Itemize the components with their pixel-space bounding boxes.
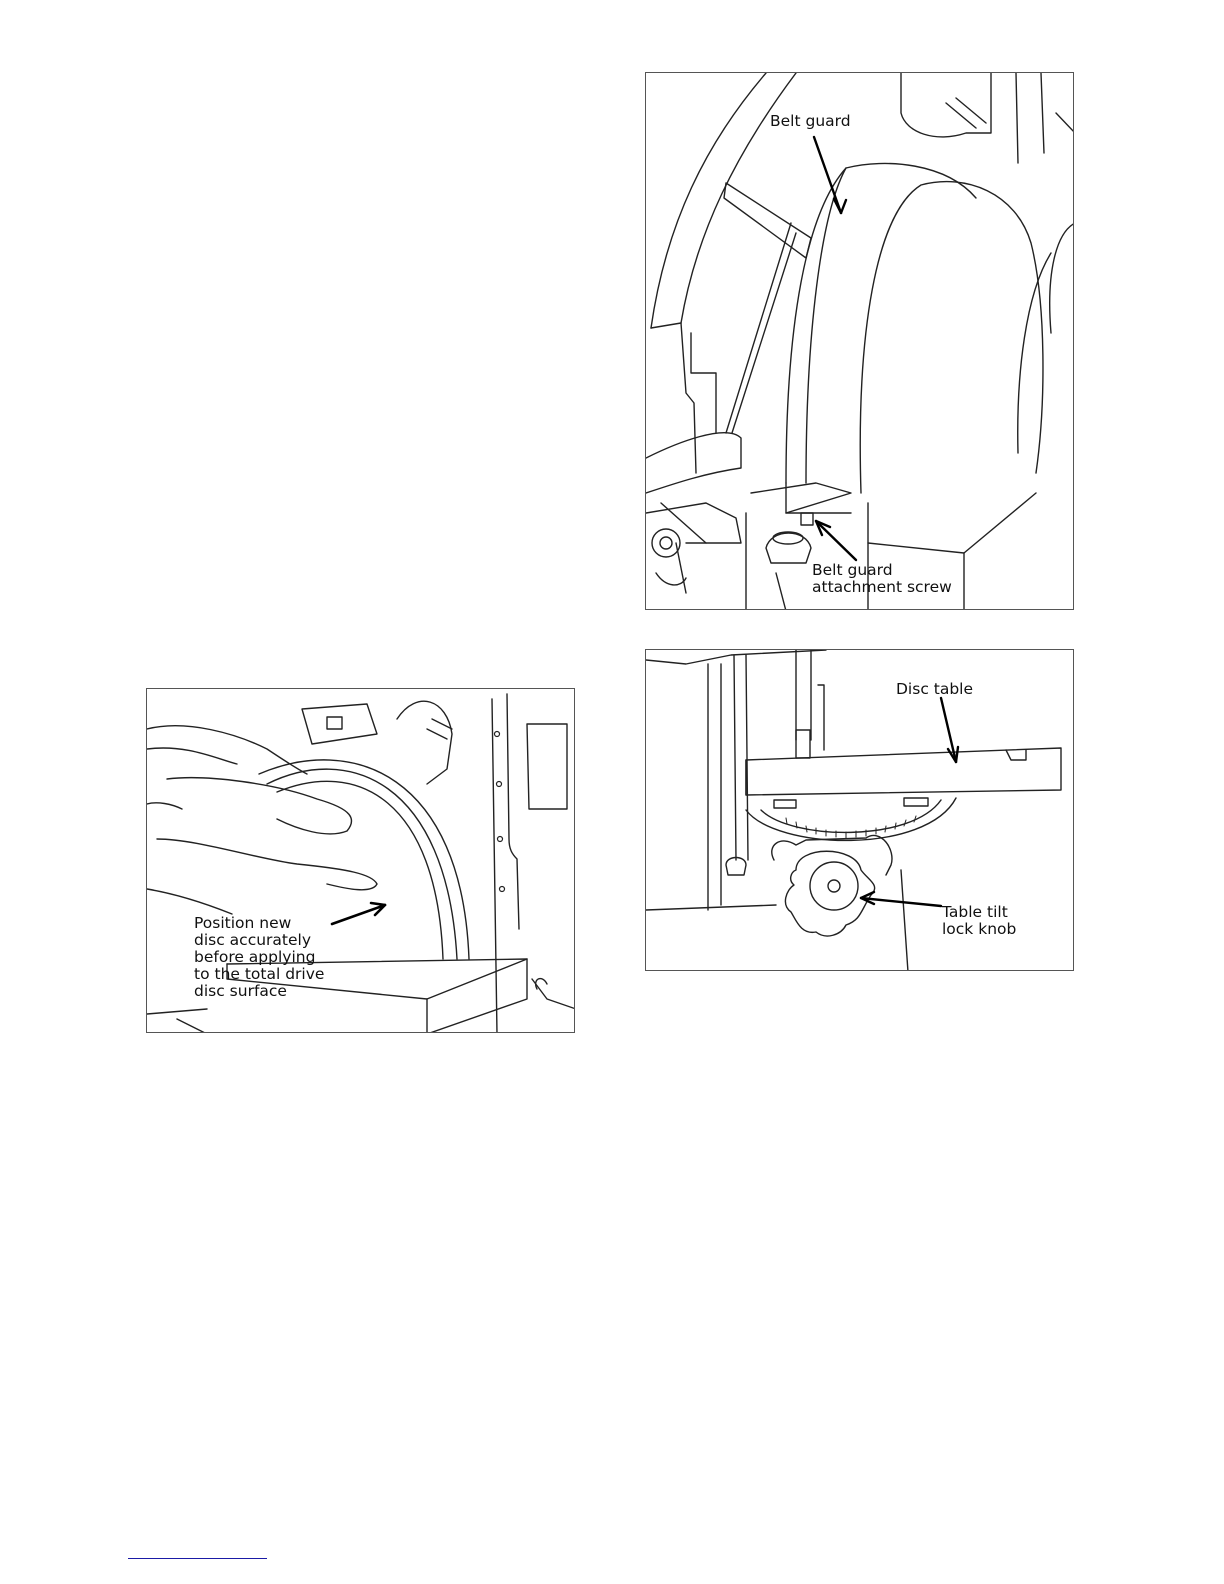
position-disc-label-line4: to the total drive xyxy=(194,965,325,983)
position-disc-label-line5: disc surface xyxy=(194,982,287,1000)
position-disc-label-line3: before applying xyxy=(194,948,316,966)
figure-belt-guard xyxy=(645,72,1074,610)
attachment-screw-label-line2: attachment screw xyxy=(812,578,952,596)
position-disc-label-line1: Position new xyxy=(194,914,292,932)
footnote-divider xyxy=(128,1558,267,1559)
tilt-lock-knob-label-line1: Table tilt xyxy=(942,903,1008,921)
position-disc-label-line2: disc accurately xyxy=(194,931,311,949)
disc-table-label: Disc table xyxy=(896,680,974,698)
belt-guard-label: Belt guard xyxy=(770,112,851,130)
figure-position-disc xyxy=(146,688,575,1033)
attachment-screw-label-line1: Belt guard xyxy=(812,561,893,579)
tilt-lock-knob-label-line2: lock knob xyxy=(942,920,1017,938)
belt-guard-illustration xyxy=(646,73,1074,610)
figure-disc-table xyxy=(645,649,1074,971)
